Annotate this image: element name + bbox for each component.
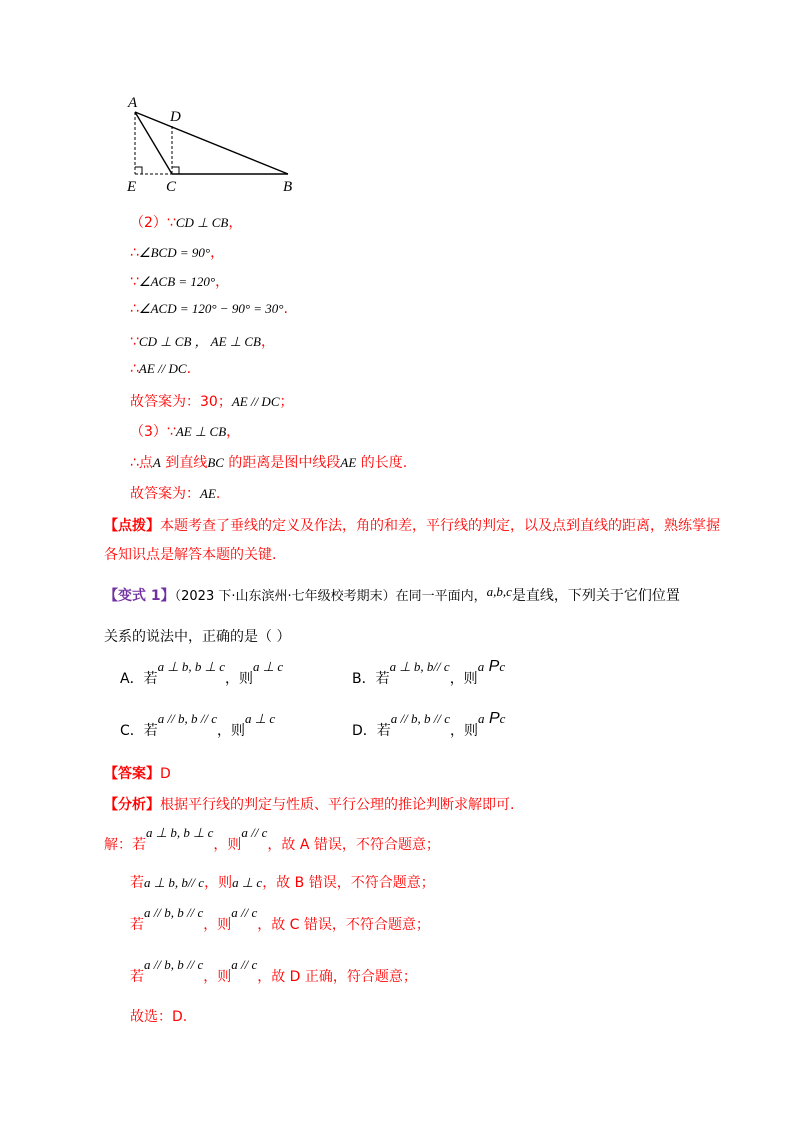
sol2-line6: ∴AE // DC. bbox=[130, 361, 192, 377]
analysis-line: 【分析】根据平行线的判定与性质、平行公理的推论判断求解即可. bbox=[104, 797, 515, 813]
sol2-line4: ∴∠ACD = 120° − 90° = 30°. bbox=[130, 301, 288, 317]
answer-tag: 【答案】 bbox=[104, 766, 160, 782]
solution-row-1: 解：若a ⊥ b, b ⊥ c，则a // c，故 A 错误，不符合题意； bbox=[104, 825, 440, 853]
sol2-line3: ∵∠ACB = 120°， bbox=[130, 274, 230, 290]
variant-tag: 【变式 1】 bbox=[104, 588, 175, 604]
right-angle-e bbox=[135, 167, 142, 174]
solution-row-4: 若a // b, b // c，则a // c，故 D 正确，符合题意； bbox=[130, 957, 417, 985]
sol2-line2: ∴∠BCD = 90°， bbox=[130, 245, 225, 261]
sol2-line5: ∵CD ⊥ CB ， AE ⊥ CB， bbox=[130, 334, 276, 350]
solution-row-2: 若a ⊥ b, b// c，则a ⊥ c，故 B 错误，不符合题意； bbox=[130, 875, 435, 891]
label-d: D bbox=[170, 109, 181, 125]
solution-final: 故选：D. bbox=[130, 1009, 188, 1025]
sol3-line1: （3）∵AE ⊥ CB， bbox=[130, 424, 241, 440]
segment-ab bbox=[135, 112, 288, 174]
option-c[interactable]: C．若a // b, b // c，则a ⊥ c bbox=[120, 711, 276, 739]
label-c: C bbox=[166, 179, 177, 195]
dianbo-tag: 【点拨】 bbox=[104, 518, 160, 534]
segment-ac bbox=[135, 112, 172, 174]
triangle-figure bbox=[120, 90, 300, 195]
dianbo-line2: 各知识点是解答本题的关键. bbox=[104, 547, 277, 563]
dianbo-line1: 【点拨】本题考查了垂线的定义及作法，角的和差，平行线的判定，以及点到直线的距离，熟练掌握 bbox=[104, 518, 720, 534]
sol3-line2: ∴点A 到直线BC 的距离是图中线段AE 的长度. bbox=[130, 455, 408, 471]
solution-row-3: 若a // b, b // c，则a // c，故 C 错误，不符合题意； bbox=[130, 905, 430, 933]
option-d[interactable]: D．若a // b, b // c，则a Pc bbox=[352, 710, 506, 739]
right-angle-c bbox=[172, 167, 179, 174]
sol2-answer: 故答案为：30；AE // DC； bbox=[130, 394, 294, 410]
label-e: E bbox=[127, 179, 137, 195]
variant-line1: 【变式 1】（2023 下·山东滨州·七年级校考期末）在同一平面内，a,b,c是直线，下列关于它们位置 bbox=[104, 584, 680, 604]
answer-value: D bbox=[160, 766, 171, 782]
label-a: A bbox=[128, 95, 138, 111]
option-a[interactable]: A．若a ⊥ b, b ⊥ c，则a ⊥ c bbox=[120, 659, 284, 687]
answer-line bbox=[104, 763, 171, 783]
sol2-line1: （2）∵CD ⊥ CB， bbox=[130, 215, 243, 231]
variant-line2: 关系的说法中，正确的是（ ） bbox=[104, 629, 291, 645]
label-b: B bbox=[283, 179, 293, 195]
sol3-answer: 故答案为：AE. bbox=[130, 486, 221, 502]
option-b[interactable]: B．若a ⊥ b, b// c，则a Pc bbox=[352, 658, 506, 687]
analysis-tag: 【分析】 bbox=[104, 797, 160, 813]
